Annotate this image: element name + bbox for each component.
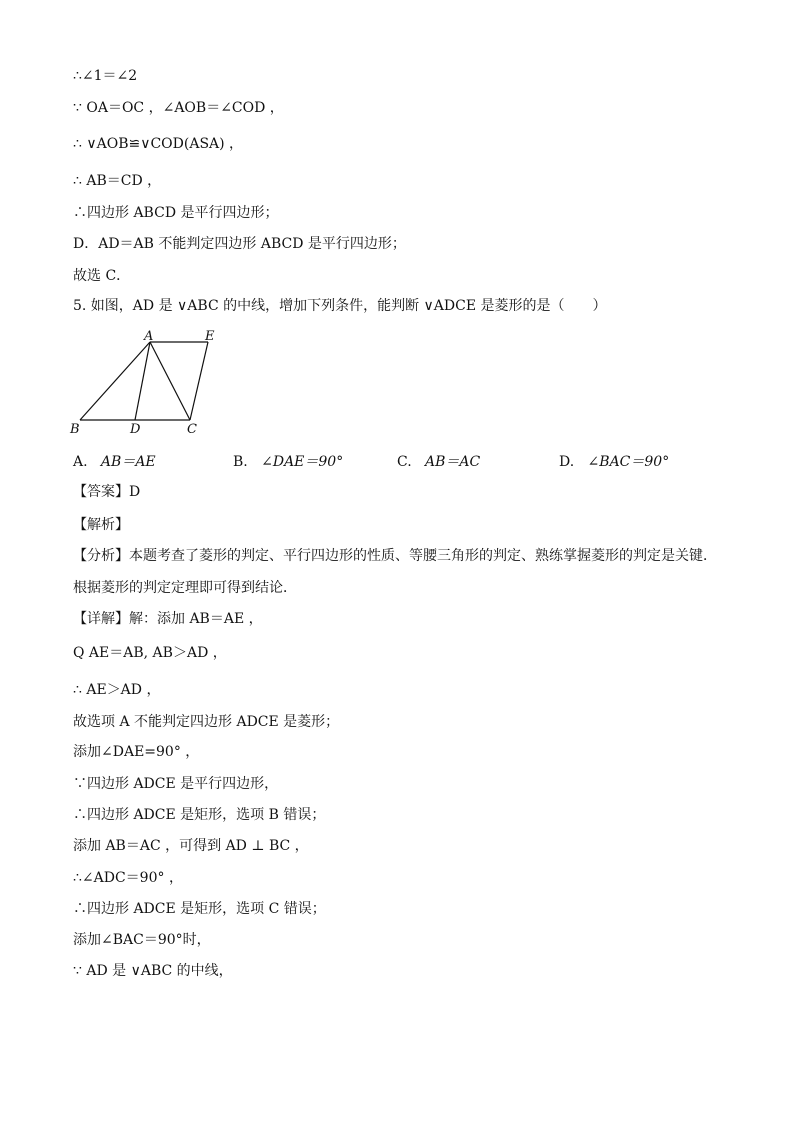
answer-tag: 【答案】 [73, 484, 129, 500]
question-5: 5. 如图，AD 是 ∨ABC 的中线，增加下列条件，能判断 ∨ADCE 是菱形的是（ ） [73, 298, 607, 314]
option-d [559, 452, 669, 472]
label-c: C [187, 422, 197, 437]
label-a: A [144, 329, 154, 344]
label-e: E [205, 329, 215, 344]
option-d-note: D．AD＝AB 不能判定四边形 ABCD 是平行四边形； [73, 236, 406, 252]
detail-text-1: 解：添加 AB＝AE ， [129, 611, 263, 627]
detail-line-3: ∴ AE＞AD ， [73, 682, 161, 698]
geometry-figure [66, 328, 226, 440]
detail-tag: 【详解】 [73, 611, 129, 627]
analysis-line-1 [73, 546, 717, 566]
option-b-text: ∠DAE＝90° [261, 454, 344, 470]
answer-choice-line: 故选 C． [73, 268, 131, 284]
proof-line-2: ∵ OA＝OC ，∠AOB＝∠COD ， [73, 100, 284, 116]
detail-line-5: 添加∠DAE=90° ， [73, 744, 200, 760]
option-a-text: AB＝AE [100, 454, 156, 470]
analysis-heading: 【解析】 [73, 517, 129, 533]
detail-line-6: ∵四边形 ADCE 是平行四边形， [73, 776, 279, 792]
answer-value: D [129, 484, 141, 500]
detail-line-11: 添加∠BAC＝90°时， [73, 932, 211, 948]
detail-line-12: ∵ AD 是 ∨ABC 的中线， [73, 963, 233, 979]
option-a-letter: A. [73, 454, 88, 470]
option-b [233, 452, 343, 472]
option-a [73, 452, 156, 472]
option-c-letter: C. [397, 454, 412, 470]
option-b-letter: B. [233, 454, 248, 470]
option-c [397, 452, 480, 472]
proof-line-4: ∴ AB＝CD ， [73, 173, 162, 189]
label-d: D [130, 422, 141, 437]
segment-ec [190, 342, 208, 420]
option-d-letter: D. [559, 454, 575, 470]
segment-ab [80, 342, 150, 420]
detail-line-1 [73, 609, 263, 629]
option-c-text: AB＝AC [425, 454, 481, 470]
label-b: B [70, 422, 80, 437]
analysis-line-2: 根据菱形的判定定理即可得到结论． [73, 580, 297, 596]
option-d-text: ∠BAC＝90° [587, 454, 670, 470]
analysis-text-1: 本题考查了菱形的判定、平行四边形的性质、等腰三角形的判定、熟练掌握菱形的判定是关键． [129, 548, 717, 564]
detail-line-7: ∴四边形 ADCE 是矩形，选项 B 错误； [73, 807, 326, 823]
detail-line-10: ∴四边形 ADCE 是矩形，选项 C 错误； [73, 901, 326, 917]
detail-line-2: Q AE＝AB, AB＞AD ， [73, 645, 227, 661]
proof-line-3: ∴ ∨AOB≌∨COD(ASA) ， [73, 136, 244, 152]
segment-ad [135, 342, 150, 420]
detail-line-4: 故选项 A 不能判定四边形 ADCE 是菱形； [73, 714, 340, 730]
proof-line-5: ∴四边形 ABCD 是平行四边形； [73, 205, 279, 221]
detail-line-9: ∴∠ADC＝90° ， [73, 870, 183, 886]
proof-line-1: ∴∠1＝∠2 [73, 68, 138, 84]
segment-ac [150, 342, 190, 420]
answer-line [73, 482, 140, 502]
detail-line-8: 添加 AB＝AC ，可得到 AD ⊥ BC ， [73, 838, 309, 854]
analysis-tag: 【分析】 [73, 548, 129, 564]
